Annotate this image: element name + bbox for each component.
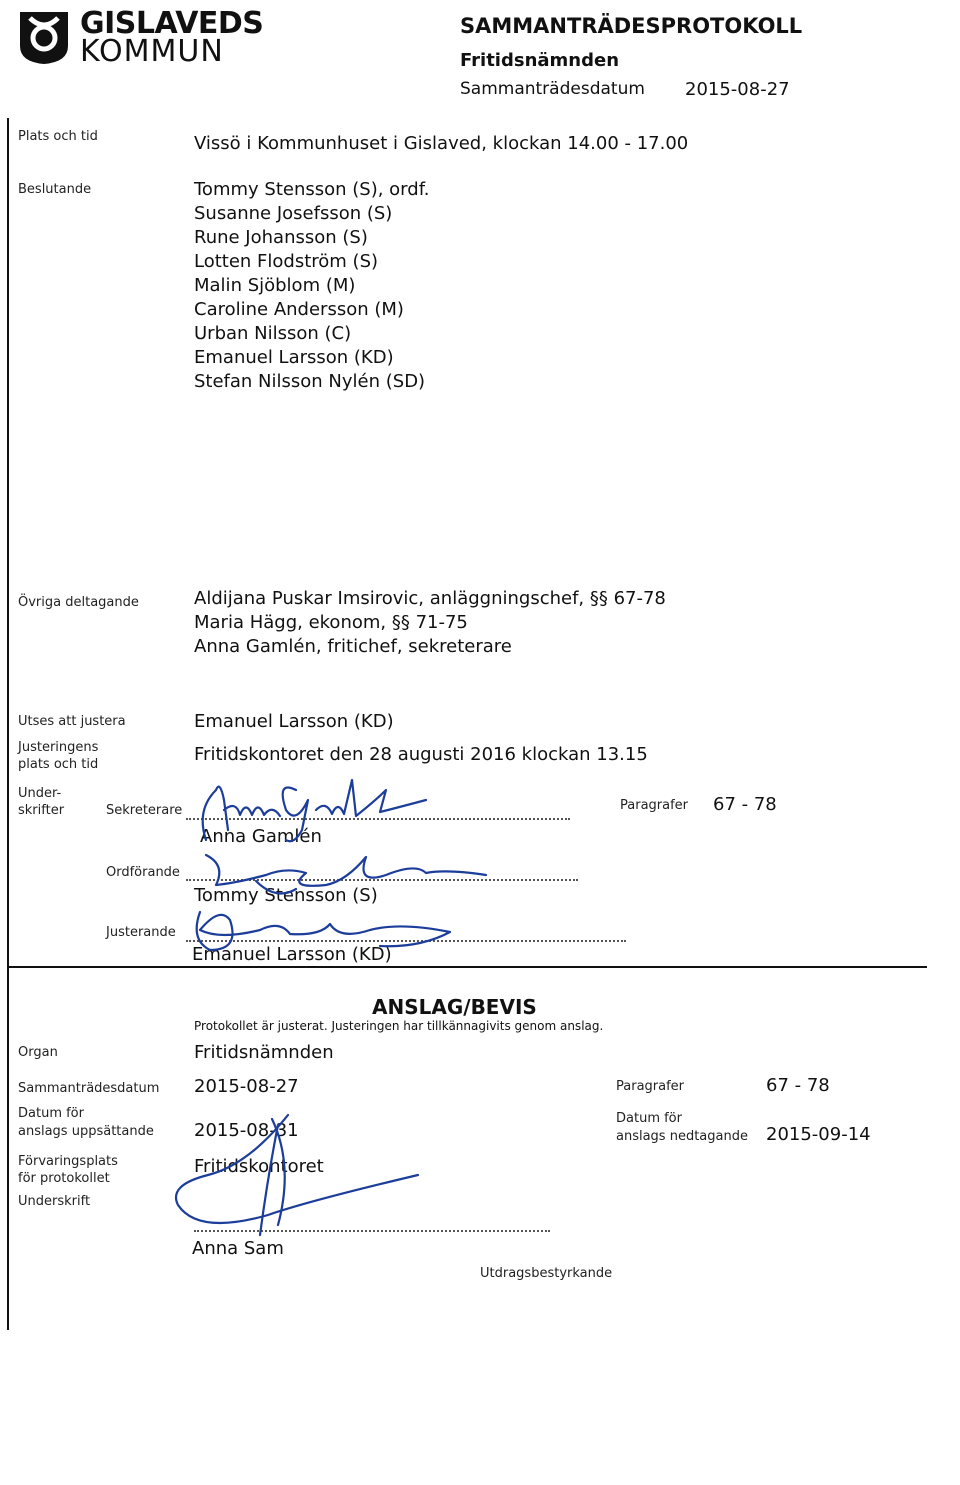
posted-date-value: 2015-08-31 [194,1120,299,1141]
adjust-place-label-1: Justeringens [18,740,99,755]
notice-subtitle: Protokollet är justerat. Justeringen har tillkännagivits genom anslag. [194,1019,604,1033]
doc-type: SAMMANTRÄDESPROTOKOLL [460,14,803,38]
adjuster-sign-name: Emanuel Larsson (KD) [192,944,392,965]
section-divider [7,966,927,968]
removed-date-label-2: anslags nedtagande [616,1129,748,1144]
meeting-date-label: Sammanträdesdatum [460,79,645,99]
notice-paragraphs-label: Paragrafer [616,1079,685,1094]
adjuster-label: Utses att justera [18,714,126,729]
notice-paragraphs-value: 67 - 78 [766,1075,830,1096]
logo-emblem-icon [14,6,74,66]
storage-value: Fritidskontoret [194,1156,324,1177]
extract-certification-label: Utdragsbestyrkande [480,1266,613,1281]
decider-item: Lotten Flodström (S) [194,251,379,272]
logo [14,6,264,70]
decider-item: Emanuel Larsson (KD) [194,347,394,368]
notice-date-value: 2015-08-27 [194,1076,299,1097]
storage-label-2: för protokollet [18,1171,110,1186]
notice-title: ANSLAG/BEVIS [372,995,537,1019]
removed-date-value: 2015-09-14 [766,1124,871,1145]
decider-item: Caroline Andersson (M) [194,299,404,320]
adjuster-sign-label: Justerande [106,925,176,940]
storage-label-1: Förvaringsplats [18,1154,118,1169]
adjust-place-label-2: plats och tid [18,757,99,772]
place-label: Plats och tid [18,129,98,144]
secretary-signature-icon [176,770,436,850]
posted-date-label-1: Datum för [18,1106,84,1121]
chair-name: Tommy Stensson (S) [194,885,378,906]
logo-line2: KOMMUN [80,34,224,69]
section-paragraphs-value: 67 - 78 [713,794,777,815]
adjuster-value: Emanuel Larsson (KD) [194,711,394,732]
other-item: Aldijana Puskar Imsirovic, anläggningschef, §§ 67-78 [194,588,666,609]
organ-label: Organ [18,1045,58,1060]
notice-signer-name: Anna Sam [192,1238,284,1259]
organ-value: Fritidsnämnden [194,1042,334,1063]
other-item: Anna Gamlén, fritichef, sekreterare [194,636,512,657]
decider-item: Urban Nilsson (C) [194,323,352,344]
section-paragraphs-label: Paragrafer [620,798,689,813]
decider-item: Susanne Josefsson (S) [194,203,393,224]
signatures-label-2: skrifter [18,803,65,818]
chair-label: Ordförande [106,865,180,880]
decider-item: Stefan Nilsson Nylén (SD) [194,371,426,392]
others-label: Övriga deltagande [18,595,139,610]
secretary-label: Sekreterare [106,803,183,818]
deciders-label: Beslutande [18,182,92,197]
secretary-name: Anna Gamlén [200,826,322,847]
notice-date-label: Sammanträdesdatum [18,1081,160,1096]
signatures-label-1: Under- [18,786,62,801]
notice-signature-label: Underskrift [18,1194,91,1209]
meeting-date-value: 2015-08-27 [685,79,790,100]
adjust-place-value: Fritidskontoret den 28 augusti 2016 klockan 13.15 [194,744,648,765]
deciders-list [194,178,429,394]
notice-signature-icon [168,1105,438,1245]
adjuster-signature-icon [180,900,480,970]
logo-line1: GISLAVEDS [80,6,264,41]
decider-item: Malin Sjöblom (M) [194,275,356,296]
left-margin-rule [7,118,9,1330]
posted-date-label-2: anslags uppsättande [18,1124,154,1139]
others-list [194,587,666,659]
place-value: Vissö i Kommunhuset i Gislaved, klockan 14.00 - 17.00 [194,133,689,154]
committee-name: Fritidsnämnden [460,50,620,71]
decider-item: Rune Johansson (S) [194,227,368,248]
decider-item: Tommy Stensson (S), ordf. [194,179,430,200]
removed-date-label-1: Datum för [616,1111,682,1126]
other-item: Maria Hägg, ekonom, §§ 71-75 [194,612,468,633]
